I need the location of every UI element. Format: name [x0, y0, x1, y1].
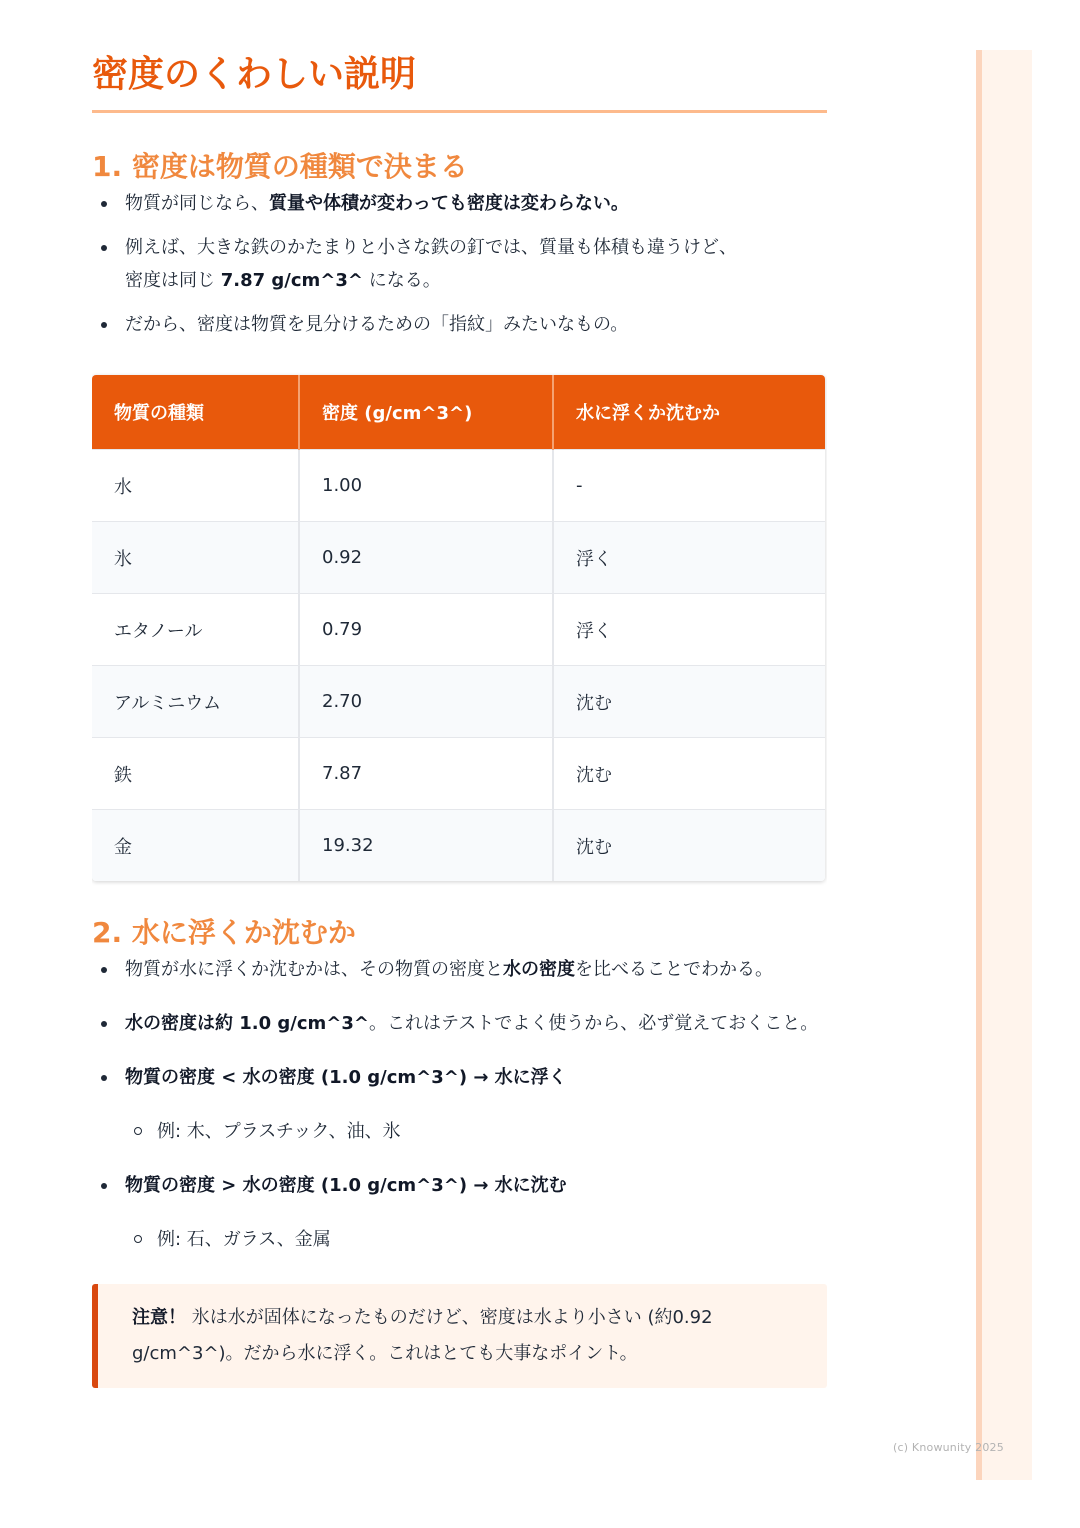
cell-substance: 水: [92, 450, 299, 522]
cell-float-sink: 沈む: [553, 810, 825, 882]
note-callout: [92, 1284, 827, 1388]
table-row: [92, 666, 825, 738]
cell-substance: アルミニウム: [92, 666, 299, 738]
sub-list: [125, 1223, 827, 1256]
cell-density: 7.87: [299, 738, 553, 810]
section-1-heading: 1. 密度は物質の種類で決まる: [92, 150, 468, 183]
cell-substance: 鉄: [92, 738, 299, 810]
list-item: 例えば、大きな鉄のかたまりと小さな鉄の釘では、質量も体積も違うけど、 密度は同じ 7.87 g/cm^3^ になる。: [92, 231, 827, 297]
cell-float-sink: -: [553, 450, 825, 522]
cell-float-sink: 浮く: [553, 594, 825, 666]
document-content: [92, 50, 827, 1480]
sub-list-item: 例: 木、プラスチック、油、氷: [125, 1115, 827, 1148]
table-row: [92, 738, 825, 810]
cell-density: 0.79: [299, 594, 553, 666]
cell-substance: 金: [92, 810, 299, 882]
table-row: [92, 522, 825, 594]
table-row: [92, 810, 825, 882]
sub-list-item: 例: 石、ガラス、金属: [125, 1223, 827, 1256]
note-text: 氷は水が固体になったものだけど、密度は水より小さい (約0.92 g/cm^3^)。だから水に浮く。これはとても大事なポイント。: [132, 1307, 713, 1364]
table-header-row: [92, 375, 825, 450]
table-row: [92, 594, 825, 666]
cell-density: 2.70: [299, 666, 553, 738]
cell-substance: 氷: [92, 522, 299, 594]
column-header-density: 密度 (g/cm^3^): [299, 375, 553, 450]
list-item: 水の密度は約 1.0 g/cm^3^。これはテストでよく使うから、必ず覚えておくこと。: [92, 1007, 827, 1040]
list-item: だから、密度は物質を見分けるための「指紋」みたいなもの。: [92, 308, 827, 341]
column-header-float-sink: 水に浮くか沈むか: [553, 375, 825, 450]
list-item: 物質が水に浮くか沈むかは、その物質の密度と水の密度を比べることでわかる。: [92, 953, 827, 986]
cell-substance: エタノール: [92, 594, 299, 666]
cell-float-sink: 沈む: [553, 738, 825, 810]
table-row: [92, 450, 825, 522]
section-2-list: [92, 953, 827, 1256]
page-title: 密度のくわしい説明: [92, 50, 827, 113]
list-item: 物質の密度 > 水の密度 (1.0 g/cm^3^) → 水に沈む 例: 石、ガラス、金属: [92, 1169, 827, 1256]
cell-float-sink: 沈む: [553, 666, 825, 738]
list-item: 物質の密度 < 水の密度 (1.0 g/cm^3^) → 水に浮く 例: 木、プラスチック、油、氷: [92, 1061, 827, 1148]
copyright-text: (c) Knowunity 2025: [893, 1441, 1004, 1454]
cell-density: 0.92: [299, 522, 553, 594]
column-header-substance: 物質の種類: [92, 375, 299, 450]
list-item: 物質が同じなら、質量や体積が変わっても密度は変わらない。: [92, 187, 827, 220]
note-label: 注意！: [132, 1307, 186, 1328]
cell-density: 19.32: [299, 810, 553, 882]
section-1-list: [92, 187, 827, 341]
cell-float-sink: 浮く: [553, 522, 825, 594]
section-2-heading: 2. 水に浮くか沈むか: [92, 916, 356, 949]
right-margin-line: [976, 50, 982, 1480]
right-margin-strip: [976, 50, 1032, 1480]
density-table: [92, 375, 825, 881]
sub-list: [125, 1115, 827, 1148]
cell-density: 1.00: [299, 450, 553, 522]
